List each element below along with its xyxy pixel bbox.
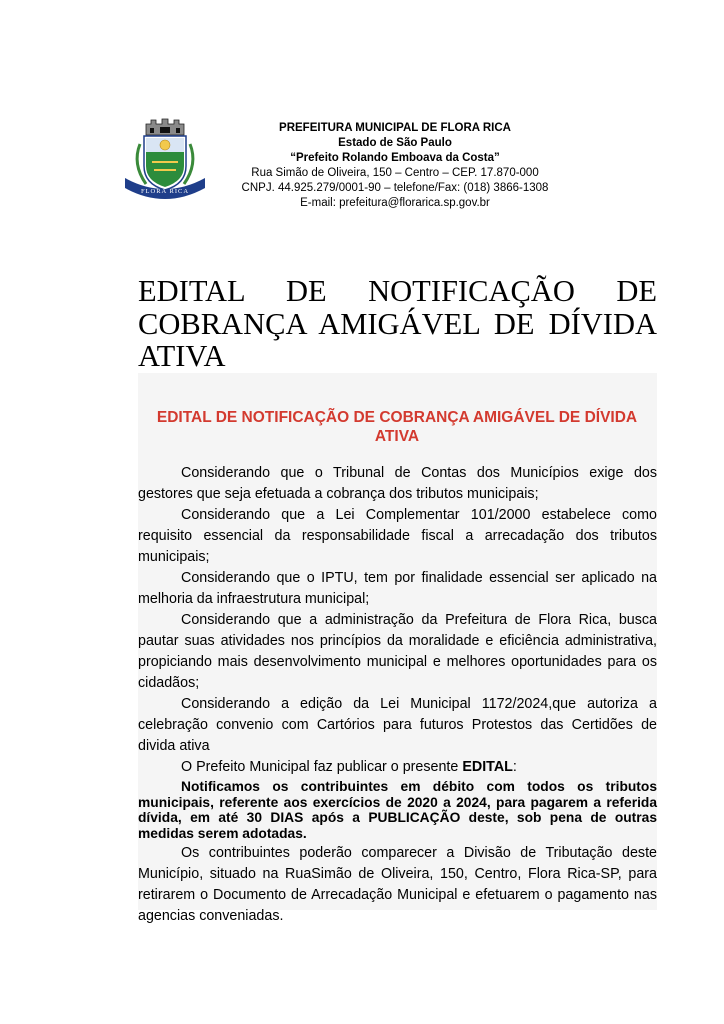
document-title: EDITAL DE NOTIFICAÇÃO DE COBRANÇA AMIGÁVEL DE DÍVIDA ATIVA — [138, 274, 657, 373]
state-name: Estado de São Paulo — [338, 137, 452, 149]
paragraph-publicar — [138, 757, 657, 778]
edital-body — [138, 463, 657, 927]
paragraph-contribuintes: Os contribuintes poderão comparecer a Divisão de Tributação deste Município, situado na RuaSimão de Oliveira, 150, Centro, Flora Rica-SP, para retirarem o Documento de Arrecadação Municipal e efetuarem o pagamento nas agencias conveniadas. — [138, 845, 657, 925]
edital-word: EDITAL — [462, 759, 513, 775]
cnpj-phone: CNPJ. 44.925.279/0001-90 – telefone/Fax: (018) 3866-1308 — [241, 182, 549, 194]
prefecture-name: PREFEITURA MUNICIPAL DE FLORA RICA — [279, 122, 511, 134]
paragraph-administracao: Considerando que a administração da Prefeitura de Flora Rica, busca pautar suas atividades nos princípios da moralidade e eficiência administrativa, propiciando mais desenvolvimento municipal e melhores oportunidades para os cidadãos; — [138, 612, 657, 691]
email: E-mail: prefeitura@florarica.sp.gov.br — [300, 197, 490, 209]
paragraph-lei-complementar: Considerando que a Lei Complementar 101/2000 estabelece como requisito essencial da responsabilidade fiscal a arrecadação dos tributos municipais; — [138, 507, 657, 565]
letterhead — [220, 121, 570, 211]
building-name: “Prefeito Rolando Emboava da Costa” — [290, 152, 500, 164]
edital-heading: EDITAL DE NOTIFICAÇÃO DE COBRANÇA AMIGÁVEL DE DÍVIDA ATIVA — [156, 409, 638, 445]
paragraph-iptu: Considerando que o IPTU, tem por finalidade essencial ser aplicado na melhoria da infraestrutura municipal; — [138, 570, 657, 607]
paragraph-tribunal: Considerando que o Tribunal de Contas dos Municípios exige dos gestores que seja efetuada a cobrança dos tributos municipais; — [138, 465, 657, 502]
crest-ribbon-text: FLORA RICA — [140, 188, 190, 195]
address: Rua Simão de Oliveira, 150 – Centro – CEP. 17.870-000 — [251, 167, 539, 179]
municipal-coat-of-arms — [122, 118, 208, 204]
publicar-colon: : — [512, 759, 517, 775]
paragraph-notice: Notificamos os contribuintes em débito com todos os tributos municipais, referente aos exercícios de 2020 a 2024, para pagarem a referida dívida, em até 30 DIAS após a PUBLICAÇÃO deste, sob pena de outras medidas serem adotadas. — [138, 779, 657, 841]
paragraph-lei-municipal: Considerando a edição da Lei Municipal 1172/2024,que autoriza a celebração convenio com Cartórios para futuros Protestos das Certidões de divida ativa — [138, 696, 657, 754]
publicar-text: O Prefeito Municipal faz publicar o presente — [181, 759, 463, 775]
